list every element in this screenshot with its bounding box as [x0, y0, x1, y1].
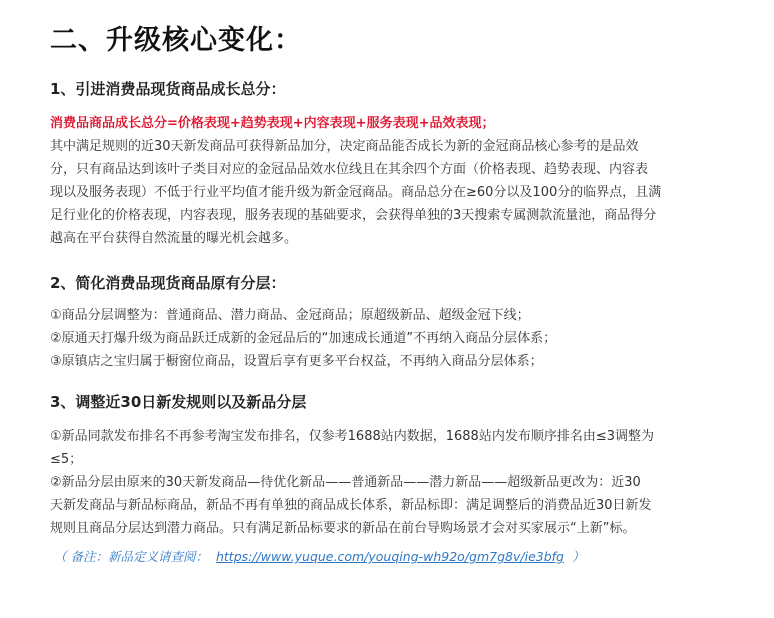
section-3-heading: 3、调整近30日新发规则以及新品分层 — [50, 393, 307, 411]
section-1-line: 其中满足规则的近30天新发商品可获得新品加分，决定商品能否成长为新的金冠商品核心参考的是品效 — [50, 139, 639, 154]
section-2-body — [50, 304, 740, 373]
section-2-heading: 2、简化消费品现货商品原有分层： — [50, 274, 286, 292]
section-1-heading: 1、引进消费品现货商品成长总分： — [50, 80, 286, 98]
section-1-line: 现以及服务表现）不低于行业平均值才能升级为新金冠商品。商品总分在≥60分以及100分的临界点，且满 — [50, 185, 662, 200]
section-1-line: 越高在平台获得自然流量的曝光机会越多。 — [50, 231, 298, 246]
section-3-body — [50, 425, 740, 540]
section-2-item: ②原通天打爆升级为商品跃迁成新的金冠品后的“加速成长通道”不再纳入商品分层体系； — [50, 331, 557, 346]
section-1-line: 分，只有商品达到该叶子类目对应的金冠品品效水位线且在其余四个方面（价格表现、趋势表现、内容表 — [50, 162, 649, 177]
section-3-item-1-line: ≤5； — [50, 452, 83, 467]
new-product-note — [54, 547, 585, 565]
note-prefix: （ 备注：新品定义请查阅： — [54, 549, 208, 564]
section-1-line: 足行业化的价格表现，内容表现，服务表现的基础要求，会获得单独的3天搜索专属测款流量池，商品得分 — [50, 208, 657, 223]
section-3-item-2-line: 天新发商品与新品标商品，新品不再有单独的商品成长体系，新品标即：满足调整后的消费品近30日新发 — [50, 498, 652, 513]
yuque-link[interactable]: https://www.yuque.com/youqing-wh92o/gm7g8v/ie3bfg — [215, 549, 564, 564]
section-1-body — [50, 112, 740, 250]
section-3-item-2-line: ②新品分层由原来的30天新发商品—待优化新品——普通新品——潜力新品——超级新品更改为：近30 — [50, 475, 641, 490]
note-suffix: ） — [571, 549, 585, 564]
section-3-item-1-line: ①新品同款发布排名不再参考淘宝发布排名，仅参考1688站内数据，1688站内发布顺序排名由≤3调整为 — [50, 429, 654, 444]
growth-score-formula: 消费品商品成长总分=价格表现+趋势表现+内容表现+服务表现+品效表现； — [50, 116, 495, 131]
section-3-item-2-line: 规则且商品分层达到潜力商品。只有满足新品标要求的新品在前台导购场景才会对买家展示“上新”标。 — [50, 521, 636, 536]
section-2-item: ①商品分层调整为：普通商品、潜力商品、金冠商品；原超级新品、超级金冠下线； — [50, 308, 530, 323]
page-title: 二、升级核心变化： — [50, 25, 302, 56]
section-2-item: ③原镇店之宝归属于橱窗位商品，设置后享有更多平台权益，不再纳入商品分层体系； — [50, 354, 543, 369]
